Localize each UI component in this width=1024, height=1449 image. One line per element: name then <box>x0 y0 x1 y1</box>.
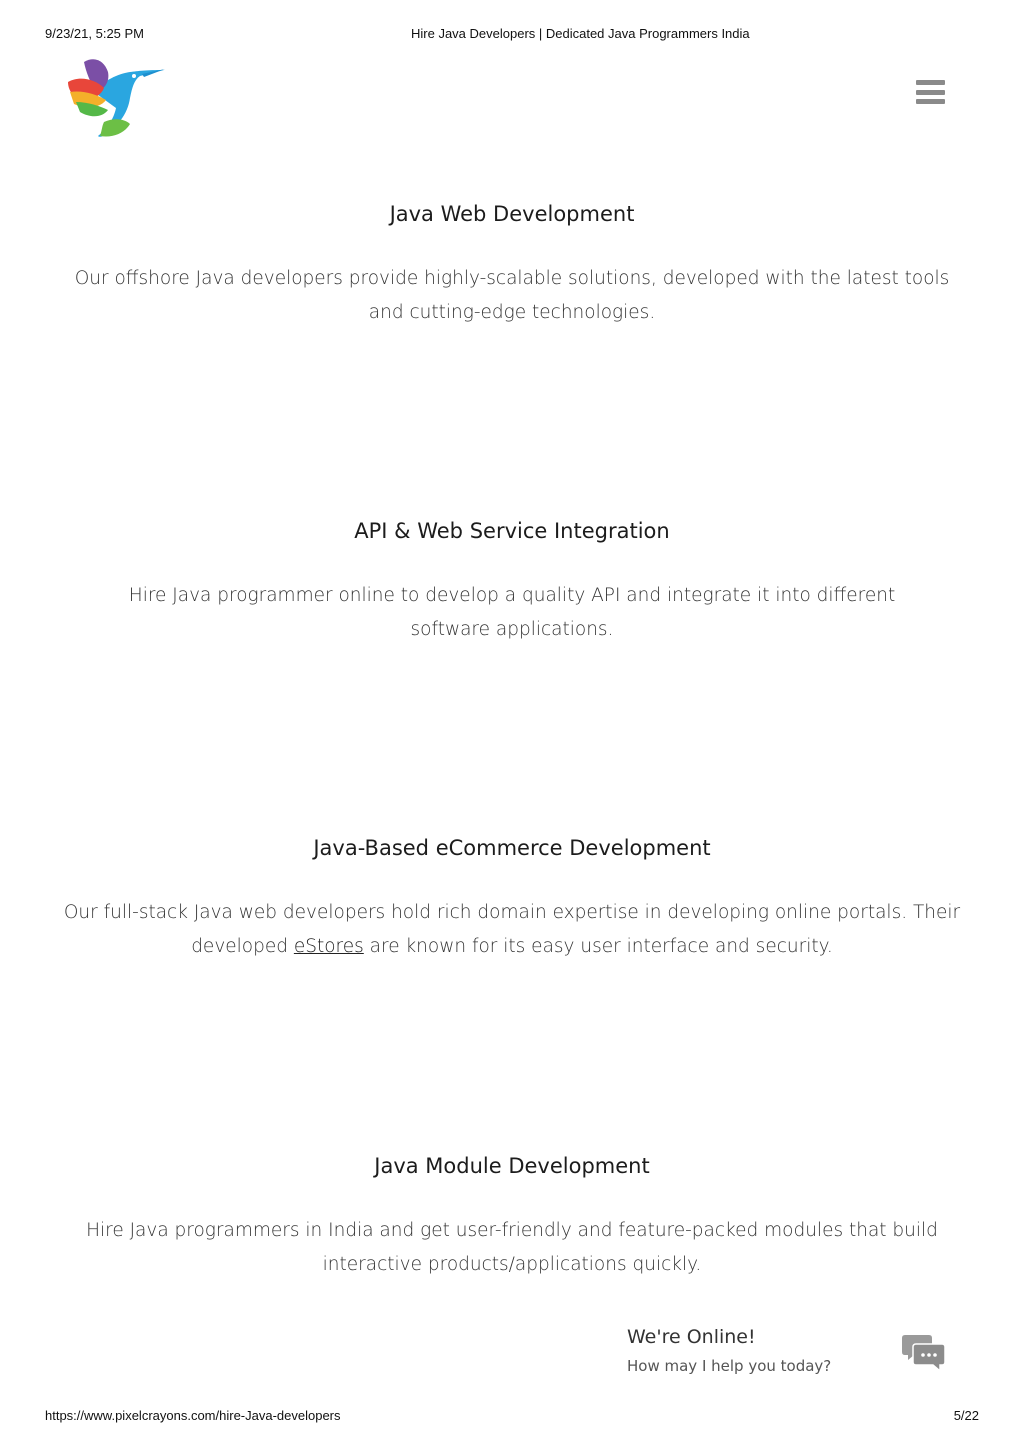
chat-widget[interactable] <box>626 1322 966 1382</box>
menu-bar <box>916 80 945 85</box>
description-text: Our full-stack Java web developers hold rich domain expertise in developing online portals. Their developed <box>63 902 961 957</box>
menu-bar <box>916 90 945 95</box>
service-description: Hire Java programmers in India and get user-friendly and feature-packed modules that build interactive products/applications quickly. <box>86 1220 938 1275</box>
print-page-title: Hire Java Developers | Dedicated Java Programmers India <box>411 26 750 41</box>
hamburger-menu-icon[interactable] <box>916 80 945 104</box>
service-title: Java Module Development <box>374 1154 650 1178</box>
service-description: Hire Java programmer online to develop a quality API and integrate it into different software applications. <box>128 585 896 640</box>
hummingbird-logo-icon[interactable] <box>64 52 168 142</box>
service-description <box>60 896 964 964</box>
service-title: Java-Based eCommerce Development <box>313 836 711 860</box>
menu-bar <box>916 99 945 104</box>
chat-subtitle: How may I help you today? <box>627 1357 832 1375</box>
service-description: Our offshore Java developers provide highly-scalable solutions, developed with the latest tools and cutting-edge technologies. <box>74 268 950 323</box>
print-header <box>45 26 979 42</box>
print-footer <box>45 1408 979 1424</box>
service-api-integration <box>60 517 964 647</box>
chat-bubbles-icon[interactable] <box>902 1332 946 1372</box>
service-java-web-development <box>60 200 964 330</box>
print-datetime: 9/23/21, 5:25 PM <box>45 26 145 41</box>
chat-title: We're Online! <box>627 1326 756 1348</box>
description-text: are known for its easy user interface and security. <box>363 936 833 957</box>
print-page-number: 5/22 <box>953 1408 979 1423</box>
estores-link[interactable]: eStores <box>293 936 364 957</box>
service-title: Java Web Development <box>389 202 635 226</box>
service-title: API & Web Service Integration <box>354 519 670 543</box>
print-url: https://www.pixelcrayons.com/hire-Java-developers <box>45 1408 341 1423</box>
service-java-module-development <box>60 1152 964 1282</box>
service-ecommerce-development <box>60 834 964 964</box>
